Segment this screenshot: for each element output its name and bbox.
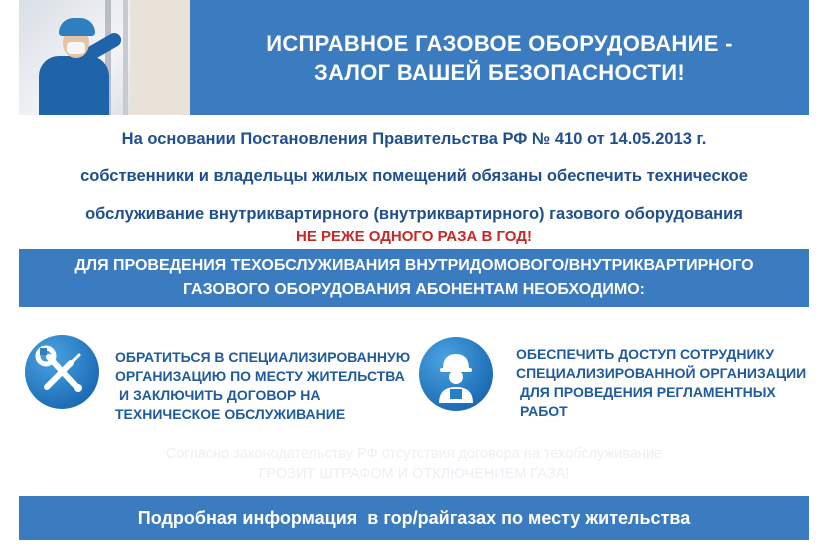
footer-banner (19, 496, 809, 540)
requirements-banner (19, 249, 809, 307)
requirement-access-line1: ОБЕСПЕЧИТЬ ДОСТУП СОТРУДНИКУ (516, 346, 775, 362)
requirements-banner-line1: ДЛЯ ПРОВЕДЕНИЯ ТЕХОБСЛУЖИВАНИЯ ВНУТРИДОМОВОГО/ВНУТРИКВАРТИРНОГО (74, 257, 754, 274)
header-title-line1: ИСПРАВНОЕ ГАЗОВОЕ ОБОРУДОВАНИЕ - (266, 30, 733, 56)
requirement-contract (115, 348, 415, 424)
requirement-access (516, 345, 806, 421)
requirement-access-line3: ДЛЯ ПРОВЕДЕНИЯ РЕГЛАМЕНТНЫХ (520, 384, 776, 400)
footer-text: Подробная информация в гор/райгазах по месту жительства (137, 507, 691, 528)
header-banner (190, 0, 809, 115)
intro-emphasis: НЕ РЕЖЕ ОДНОГО РАЗА В ГОД! (296, 228, 532, 245)
intro-line2: собственники и владельцы жилых помещений обязаны обеспечить техническое (80, 167, 748, 185)
worker-icon (419, 337, 493, 411)
penalty-note-line1: Согласно законодательству РФ отсутствия договора на техобслуживание (165, 446, 663, 462)
gas-safety-poster (19, 0, 809, 550)
requirement-access-line4: РАБОТ (520, 403, 568, 419)
requirement-contract-line2: ОРГАНИЗАЦИЮ ПО МЕСТУ ЖИТЕЛЬСТВА (115, 368, 405, 384)
penalty-note-line2: ГРОЗИТ ШТРАФОМ И ОТКЛЮЧЕНИЕМ ГАЗА! (258, 466, 570, 482)
requirement-contract-line1: ОБРАТИТЬСЯ В СПЕЦИАЛИЗИРОВАННУЮ (115, 349, 411, 365)
intro-line1: На основании Постановления Правительства РФ № 410 от 14.05.2013 г. (121, 130, 707, 148)
wrench-screwdriver-icon (25, 335, 99, 409)
requirements-banner-line2: ГАЗОВОГО ОБОРУДОВАНИЯ АБОНЕНТАМ НЕОБХОДИМО: (182, 281, 645, 298)
requirement-contract-line4: ТЕХНИЧЕСКОЕ ОБСЛУЖИВАНИЕ (115, 406, 346, 422)
intro-line3: обслуживание внутриквартирного (внутриквартирного) газового оборудования (85, 205, 743, 223)
technician-photo (19, 0, 190, 115)
header-title-line2: ЗАЛОГ ВАШЕЙ БЕЗОПАСНОСТИ! (313, 59, 685, 85)
requirement-contract-line3: И ЗАКЛЮЧИТЬ ДОГОВОР НА (119, 387, 321, 403)
requirement-access-line2: СПЕЦИАЛИЗИРОВАННОЙ ОРГАНИЗАЦИИ (516, 365, 807, 381)
